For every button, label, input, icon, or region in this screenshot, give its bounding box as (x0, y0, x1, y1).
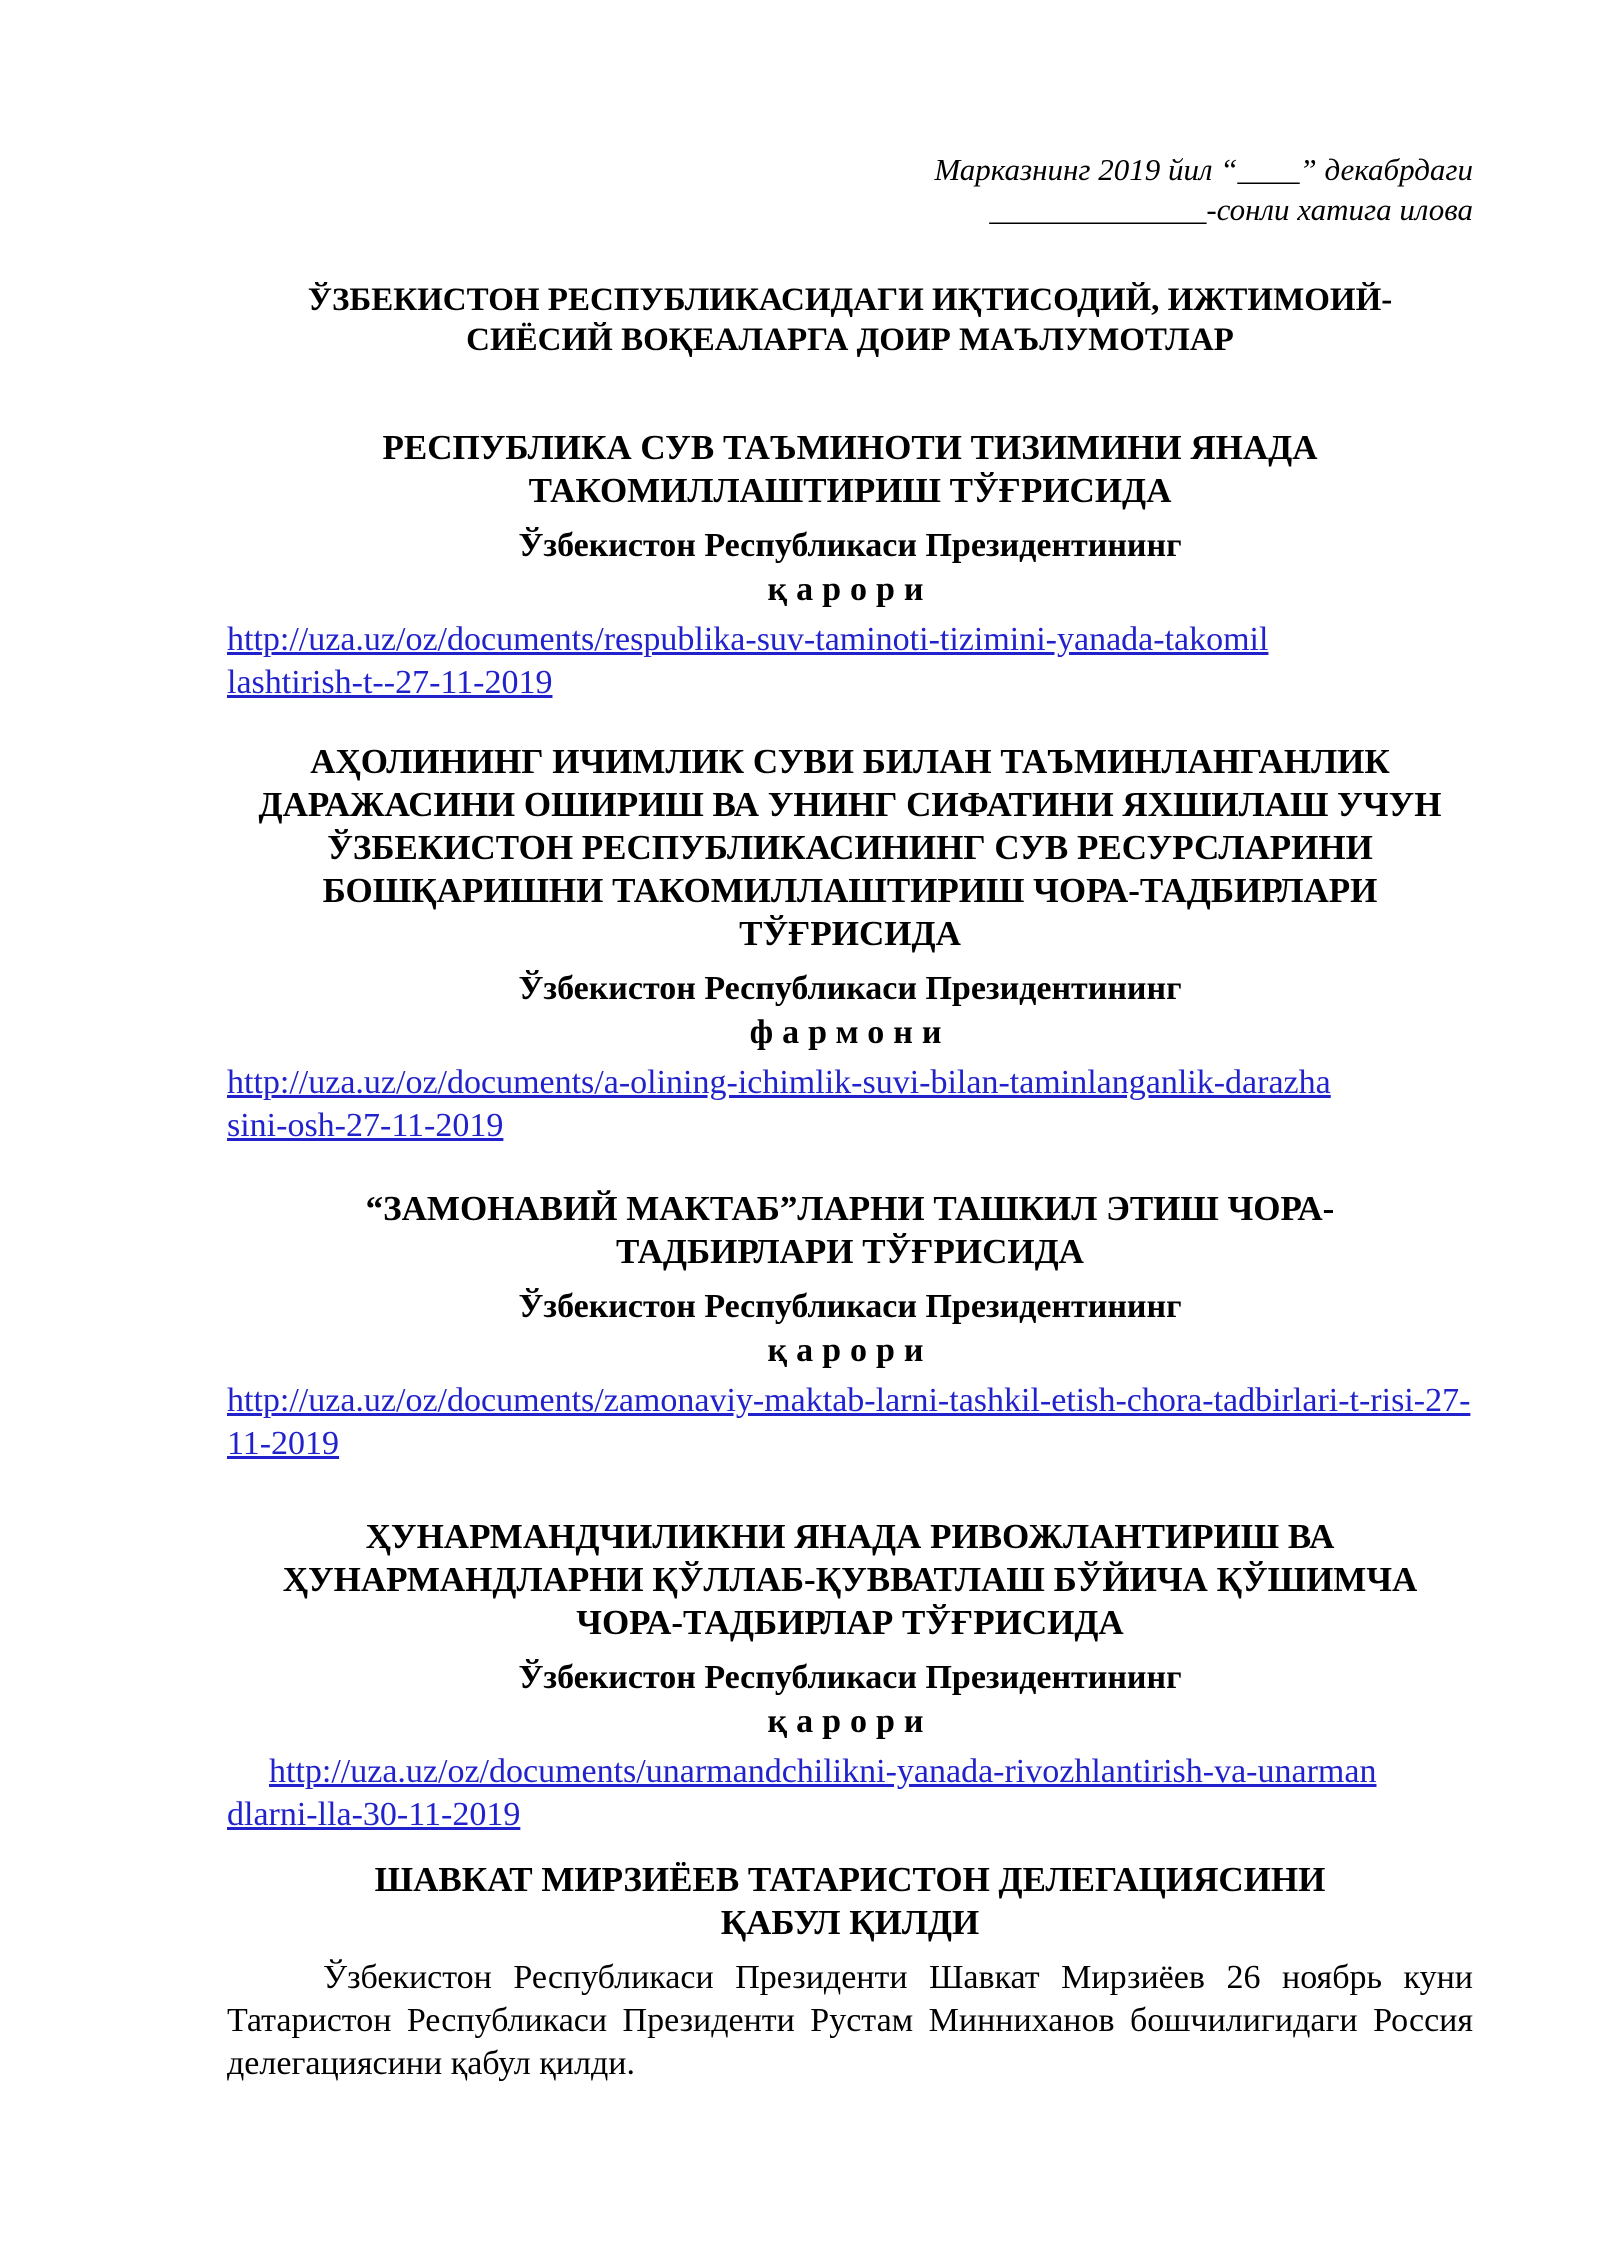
attachment-date-line: Марказнинг 2019 йил “____” декабрдаги (934, 152, 1473, 187)
document-page (227, 150, 1473, 2119)
decree-section (227, 740, 1473, 1147)
section-doc-type: қарори (767, 1703, 933, 1740)
attachment-note (227, 150, 1473, 230)
section-link[interactable]: http://uza.uz/oz/documents/a-olining-ichimlik-suvi-bilan-taminlanganlik-darazhasini-osh-27-11-2019 (227, 1064, 1331, 1144)
section-link[interactable]: http://uza.uz/oz/documents/respublika-suv-taminoti-tizimini-yanada-takomillashtirish-t--27-11-2019 (227, 621, 1269, 701)
decree-section (227, 1515, 1473, 1836)
section-issuer: Ўзбекистон Республикаси Президентининг (518, 1659, 1182, 1696)
news-title: ШАВКАТ МИРЗИЁЕВ ТАТАРИСТОН ДЕЛЕГАЦИЯСИНИ ҚАБУЛ ҚИЛДИ (374, 1860, 1326, 1942)
document-title: ЎЗБЕКИСТОН РЕСПУБЛИКАСИДАГИ ИҚТИСОДИЙ, ИЖТИМОИЙ-СИЁСИЙ ВОҚЕАЛАРГА ДОИР МАЪЛУМОТЛАР (307, 282, 1393, 358)
attachment-number-line: ______________-сонли хатига илова (989, 192, 1473, 227)
section-link[interactable]: http://uza.uz/oz/documents/zamonaviy-maktab-larni-tashkil-etish-chora-tadbirlari-t-risi-27-11-2019 (227, 1382, 1471, 1462)
section-title: РЕСПУБЛИКА СУВ ТАЪМИНОТИ ТИЗИМИНИ ЯНАДА ТАКОМИЛЛАШТИРИШ ТЎҒРИСИДА (382, 428, 1318, 510)
news-section (227, 1858, 1473, 2085)
section-title: ҲУНАРМАНДЧИЛИКНИ ЯНАДА РИВОЖЛАНТИРИШ ВА ҲУНАРМАНДЛАРНИ ҚЎЛЛАБ-ҚУВВАТЛАШ БЎЙИЧА ҚЎШИМЧА ЧОРА-ТАДБИРЛАР ТЎҒРИСИДА (282, 1517, 1418, 1642)
decree-section (227, 426, 1473, 704)
decree-section (227, 1187, 1473, 1465)
section-doc-type: қарори (767, 571, 933, 608)
section-doc-type: қарори (767, 1332, 933, 1369)
section-link[interactable]: http://uza.uz/oz/documents/unarmandchilikni-yanada-rivozhlantirish-va-unarmandlarni-lla-30-11-2019 (227, 1753, 1377, 1833)
section-title: АҲОЛИНИНГ ИЧИМЛИК СУВИ БИЛАН ТАЪМИНЛАНГАНЛИК ДАРАЖАСИНИ ОШИРИШ ВА УНИНГ СИФАТИНИ ЯХШИЛАШ УЧУН ЎЗБЕКИСТОН РЕСПУБЛИКАСИНИНГ СУВ РЕСУРСЛАРИНИ БОШҚАРИШНИ ТАКОМИЛЛАШТИРИШ ЧОРА-ТАДБИРЛАРИ ТЎҒРИСИДА (258, 742, 1442, 953)
news-body: Ўзбекистон Республикаси Президенти Шавкат Мирзиёев 26 ноябрь куни Татаристон Республикаси Президенти Рустам Минниханов бошчилигидаги Россия делегациясини қабул қилди. (227, 1959, 1473, 2082)
section-title: “ЗАМОНАВИЙ МАКТАБ”ЛАРНИ ТАШКИЛ ЭТИШ ЧОРА-ТАДБИРЛАРИ ТЎҒРИСИДА (365, 1189, 1335, 1271)
section-doc-type: фармони (749, 1014, 951, 1051)
section-issuer: Ўзбекистон Республикаси Президентининг (518, 970, 1182, 1007)
section-issuer: Ўзбекистон Республикаси Президентининг (518, 527, 1182, 564)
section-issuer: Ўзбекистон Республикаси Президентининг (518, 1288, 1182, 1325)
